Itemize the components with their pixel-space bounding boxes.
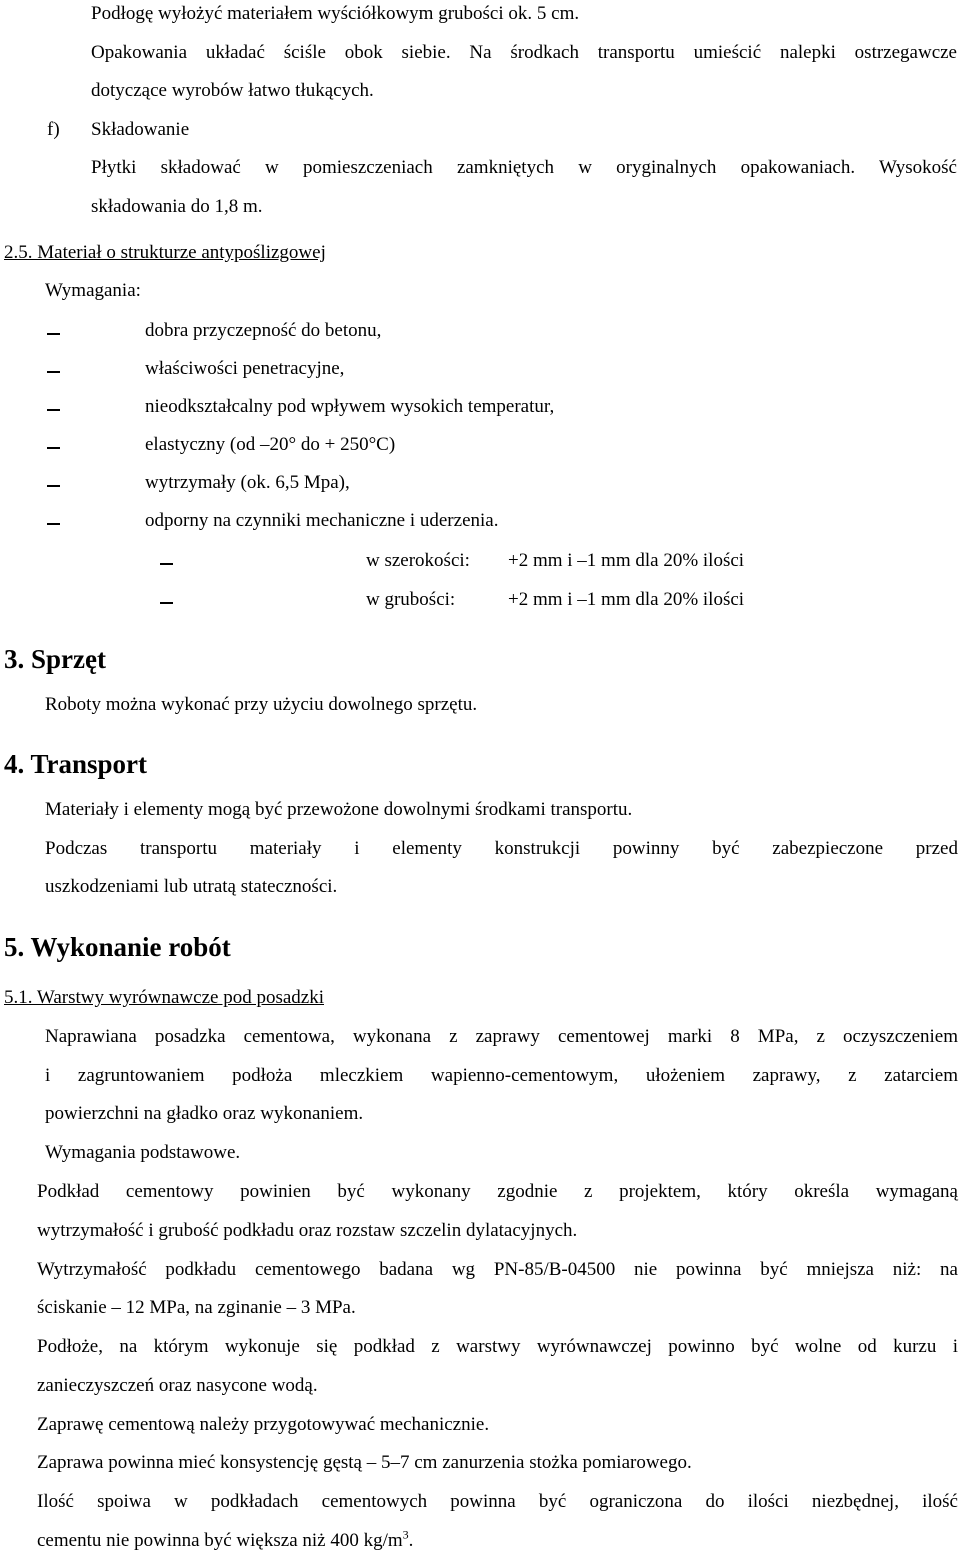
section-4-title: 4. Transport bbox=[4, 749, 148, 779]
p1-line-1: Naprawiana posadzka cementowa, wykonana z zaprawy cementowej marki 8 MPa, z oczyszczeniem bbox=[45, 1026, 958, 1047]
tolerance-value: +2 mm i –1 mm dla 20% ilości bbox=[508, 589, 745, 610]
section-3-title: 3. Sprzęt bbox=[4, 644, 106, 674]
p4-line-2: zanieczyszczeń oraz nasycone wodą. bbox=[37, 1375, 318, 1396]
p3-line-2: ściskanie – 12 MPa, na zginanie – 3 MPa. bbox=[37, 1297, 356, 1318]
requirements-label: Wymagania: bbox=[45, 280, 141, 301]
tolerance-label: w szerokości: bbox=[366, 550, 470, 571]
storage-line-2: składowania do 1,8 m. bbox=[91, 196, 263, 217]
transport-line-3: uszkodzeniami lub utratą stateczności. bbox=[45, 876, 338, 897]
requirement-item: odporny na czynniki mechaniczne i uderzenia. bbox=[145, 510, 499, 531]
tolerance-label: w grubości: bbox=[366, 589, 456, 610]
bullet-dash bbox=[47, 447, 60, 449]
p1-line-2: i zagruntowaniem podłoża mleczkiem wapienno-cementowym, ułożeniem zaprawy, z zatarciem bbox=[45, 1065, 958, 1086]
bullet-dash bbox=[160, 602, 173, 604]
requirement-item: nieodkształcalny pod wpływem wysokich temperatur, bbox=[145, 396, 555, 417]
basic-requirements: Wymagania podstawowe. bbox=[45, 1142, 241, 1163]
p3-line-1: Wytrzymałość podkładu cementowego badana wg PN-85/B-04500 nie powinna być mniejsza niż: na bbox=[37, 1259, 958, 1280]
tolerance-value: +2 mm i –1 mm dla 20% ilości bbox=[508, 550, 745, 571]
requirement-item: dobra przyczepność do betonu, bbox=[145, 320, 382, 341]
material-heading: 2.5. Materiał o strukturze antypoślizgowej bbox=[4, 242, 326, 263]
p6-text: Zaprawa powinna mieć konsystencję gęstą – 5–7 cm zanurzenia stożka pomiarowego. bbox=[37, 1452, 692, 1473]
bullet-dash bbox=[47, 485, 60, 487]
p5-text: Zaprawę cementową należy przygotowywać mechanicznie. bbox=[37, 1414, 490, 1435]
requirement-item: elastyczny (od –20° do + 250°C) bbox=[145, 434, 396, 455]
bullet-dash bbox=[160, 563, 173, 565]
intro-line-2: Opakowania układać ściśle obok siebie. Na środkach transportu umieścić nalepki ostrzegawcze bbox=[91, 42, 957, 63]
p1-line-3: powierzchni na gładko oraz wykonaniem. bbox=[45, 1103, 364, 1124]
superscript-3: 3 bbox=[402, 1527, 409, 1542]
bullet-dash bbox=[47, 409, 60, 411]
intro-line-3: dotyczące wyrobów łatwo tłukących. bbox=[91, 80, 374, 101]
section-3-text: Roboty można wykonać przy użyciu dowolnego sprzętu. bbox=[45, 694, 478, 715]
transport-line-1: Materiały i elementy mogą być przewożone dowolnymi środkami transportu. bbox=[45, 799, 633, 820]
requirement-item: właściwości penetracyjne, bbox=[145, 358, 345, 379]
p7-line-2-end: . bbox=[408, 1530, 414, 1551]
p4-line-1: Podłoże, na którym wykonuje się podkład z warstwy wyrównawczej powinno być wolne od kurzu i bbox=[37, 1336, 958, 1357]
p7-line-2-text: cementu nie powinna być większa niż 400 kg/m bbox=[37, 1530, 403, 1551]
storage-marker: f) bbox=[47, 119, 60, 140]
subsection-5-1-heading: 5.1. Warstwy wyrównawcze pod posadzki bbox=[4, 987, 324, 1008]
p7-line-2 bbox=[37, 1529, 413, 1553]
requirement-item: wytrzymały (ok. 6,5 Mpa), bbox=[145, 472, 350, 493]
storage-line-1: Płytki składować w pomieszczeniach zamkniętych w oryginalnych opakowaniach. Wysokość bbox=[91, 157, 957, 178]
bullet-dash bbox=[47, 333, 60, 335]
bullet-dash bbox=[47, 371, 60, 373]
p7-line-1: Ilość spoiwa w podkładach cementowych powinna być ograniczona do ilości niezbędnej, ilość bbox=[37, 1491, 958, 1512]
p2-line-2: wytrzymałość i grubość podkładu oraz rozstaw szczelin dylatacyjnych. bbox=[37, 1220, 578, 1241]
p2-line-1: Podkład cementowy powinien być wykonany zgodnie z projektem, który określa wymaganą bbox=[37, 1181, 958, 1202]
intro-line-1: Podłogę wyłożyć materiałem wyściółkowym grubości ok. 5 cm. bbox=[91, 3, 580, 24]
transport-line-2: Podczas transportu materiały i elementy konstrukcji powinny być zabezpieczone przed bbox=[45, 838, 958, 859]
section-5-title: 5. Wykonanie robót bbox=[4, 932, 231, 962]
storage-title: Składowanie bbox=[91, 119, 190, 140]
bullet-dash bbox=[47, 523, 60, 525]
